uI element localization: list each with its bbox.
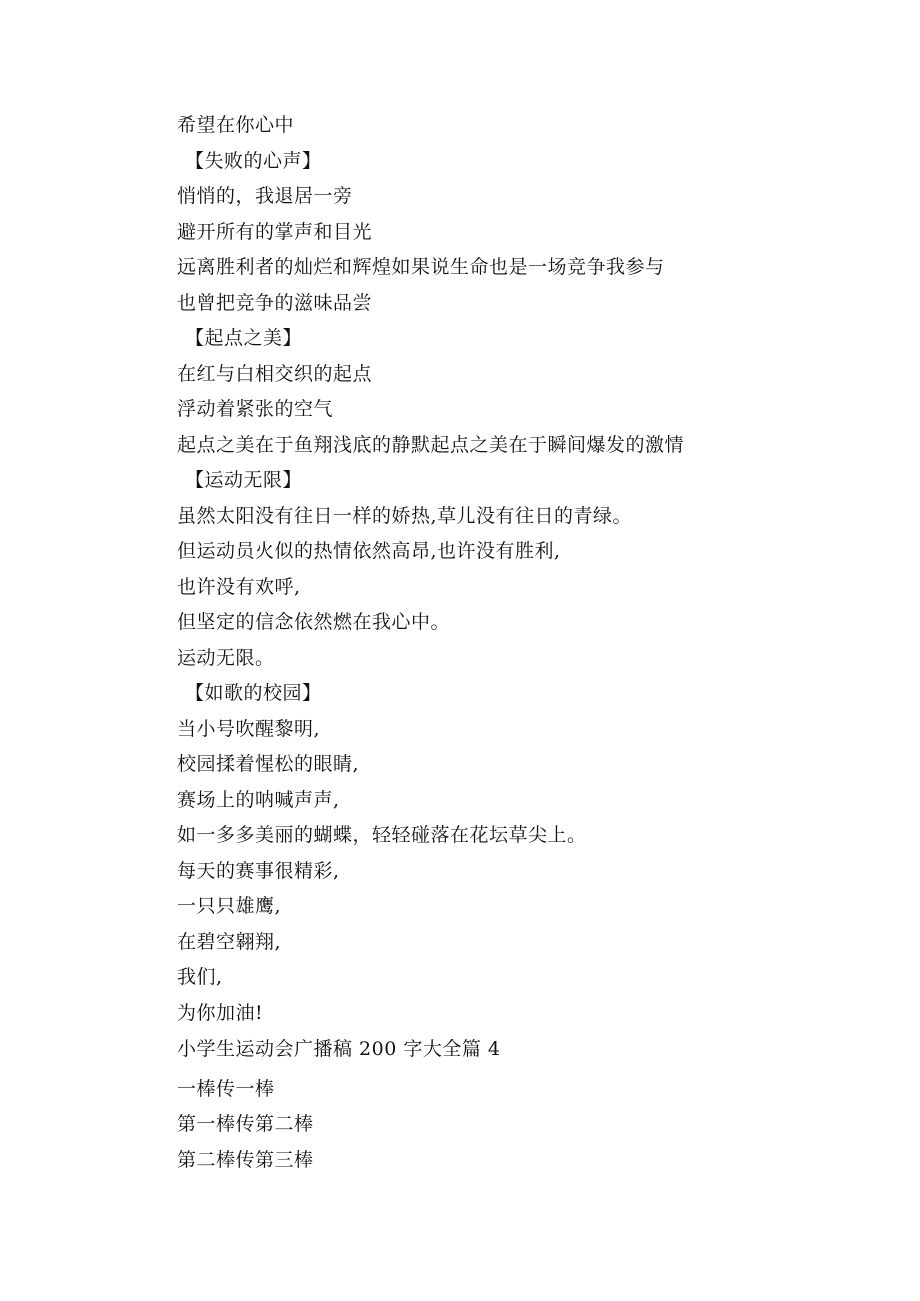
section-heading: 【如歌的校园】 — [185, 682, 322, 704]
text-line: 校园揉着惺松的眼睛, — [177, 753, 360, 775]
text-line: 在红与白相交织的起点 — [177, 362, 373, 385]
text-line: 当小号吹醒黎明, — [177, 717, 321, 740]
text-line: 起点之美在于鱼翔浅底的静默起点之美在于瞬间爆发的激情 — [177, 433, 685, 456]
text-line: 远离胜利者的灿烂和辉煌如果说生命也是一场竞争我参与 — [177, 256, 665, 278]
document-body — [177, 108, 877, 1178]
text-line: 为你加油! — [177, 1001, 264, 1024]
article-title: 小学生运动会广播稿 200 字大全篇 4 — [177, 1038, 501, 1060]
text-line: 也曾把竞争的滋味品尝 — [177, 291, 373, 314]
text-line: 每天的赛事很精彩, — [177, 859, 340, 882]
text-line: 如一多多美丽的蝴蝶，轻轻碰落在花坛草尖上。 — [177, 824, 587, 846]
section-heading: 【起点之美】 — [185, 327, 303, 349]
text-line: 避开所有的掌声和目光 — [177, 220, 373, 243]
text-line: 我们, — [177, 966, 223, 988]
text-line: 但运动员火似的热情依然高昂,也许没有胜利, — [177, 540, 561, 562]
text-line: 但坚定的信念依然燃在我心中。 — [177, 611, 451, 633]
text-line: 悄悄的，我退居一旁 — [177, 185, 353, 207]
text-line: 运动无限。 — [177, 646, 275, 669]
text-line: 一棒传一棒 — [177, 1077, 275, 1100]
text-line: 希望在你心中 — [177, 114, 295, 136]
section-heading: 【失败的心声】 — [185, 149, 322, 172]
text-line: 一只只雄鹰, — [177, 895, 282, 917]
section-heading: 【运动无限】 — [185, 469, 303, 491]
text-line: 赛场上的呐喊声声, — [177, 788, 340, 811]
text-line: 第一棒传第二棒 — [177, 1113, 314, 1135]
text-line: 也许没有欢呼, — [177, 575, 301, 598]
text-line: 浮动着紧张的空气 — [177, 398, 334, 420]
text-line: 在碧空翱翔, — [177, 930, 282, 953]
text-line: 第二棒传第三棒 — [177, 1148, 314, 1171]
text-line: 虽然太阳没有往日一样的娇热,草儿没有往日的青绿。 — [177, 504, 633, 527]
